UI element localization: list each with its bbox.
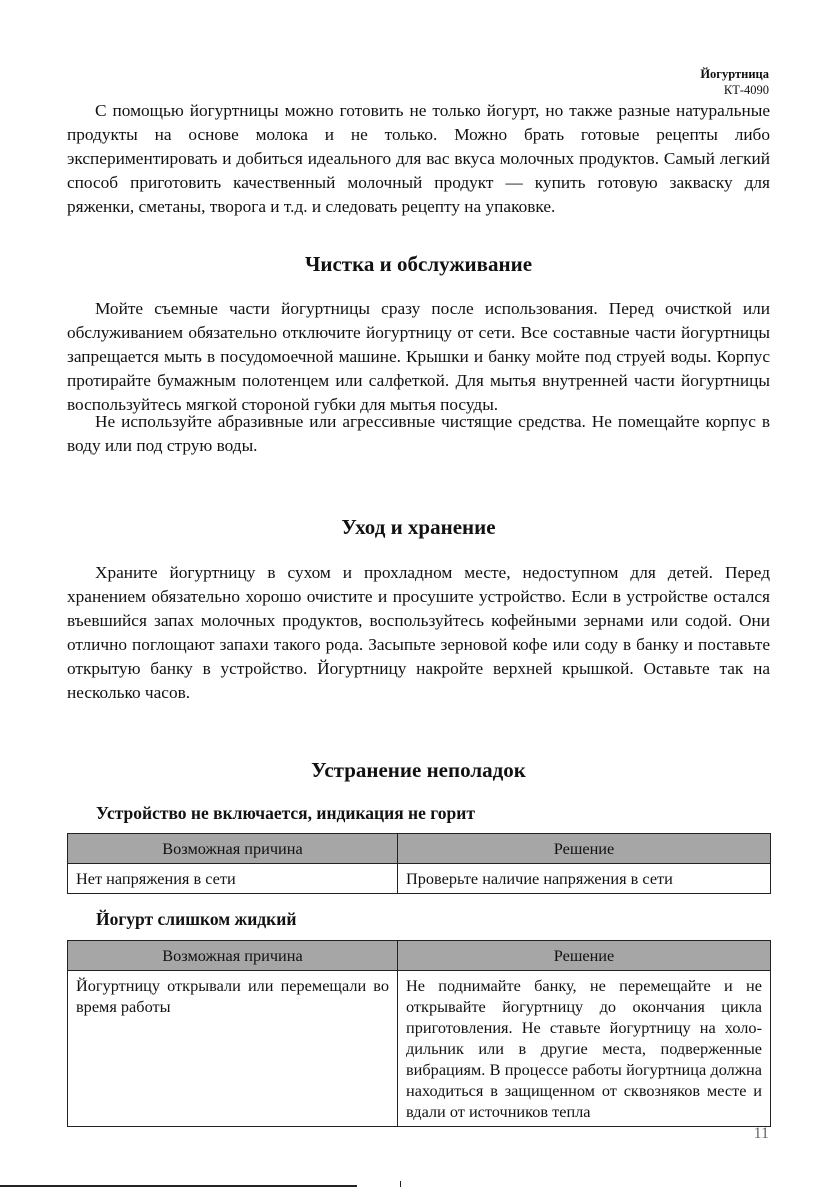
column-header-solution: Решение [398,834,771,864]
intro-paragraph: С помощью йогуртницы можно готовить не только йогурт, но также разные натуральные продукты на основе молока и не только. Можно брать готовые рецепты либо экспериментировать и добиться идеального для вас вкуса молочных продуктов. Самый легкий способ приготовить качественный молочный продукт — купить готовую закваску для ряженки, сметаны, творога и т.д. и следовать рецепту на упаковке. [67,101,770,216]
cleaning-paragraph-2: Не используйте абразивные или агрессивные чистящие средства. Не помещайте корпус в воду или под струю воды. [67,412,770,455]
cleaning-paragraph-1: Мойте съемные части йогуртницы сразу после использования. Перед очисткой или обслуживанием обязательно отключите йогуртницу от сети. Все составные части йогуртницы запрещается мыть в посудомоечной машине. Крышки и банку мойте под струей воды. Корпус протирайте бумажным полотенцем или салфеткой. Для мытья внутренней части йогуртницы воспользуйтесь мягкой стороной губки для мытья посуды. [67,299,770,414]
table-header-row [68,834,771,864]
cause-cell: Йогуртницу открывали или перемещали во время работы [68,971,398,1127]
table-row [68,971,771,1127]
section-title-storage: Уход и хранение [341,515,496,539]
troubleshooting-table-no-power [67,833,771,894]
header-model: КТ-4090 [723,83,769,97]
storage-paragraph: Храните йогуртницу в сухом и прохладном месте, недоступном для детей. Перед хранением обязательно хорошо очистите и просушите устройство. Если в устройстве остался въевшийся запах молочных продуктов, воспользуйтесь кофейными зернами или содой. Они отлично поглощают запахи такого рода. Засыпьте зерновой кофе или соду в банку и поставьте открытую банку в устройство. Йогуртницу накройте верхней крышкой. Оставьте так на несколько часов. [67,563,770,702]
column-header-cause: Возможная причина [68,941,398,971]
column-header-cause: Возможная причина [68,834,398,864]
table-header-row [68,941,771,971]
header-title: Йогуртница [700,67,769,81]
footer-rule [0,1185,357,1187]
column-header-solution: Решение [398,941,771,971]
footer-tick-mark [400,1181,401,1187]
troubleshooting-table-too-liquid [67,940,771,1127]
table-row [68,864,771,894]
page-number: 11 [753,1125,769,1142]
problem-title-too-liquid: Йогурт слишком жидкий [96,909,297,929]
cause-cell: Нет напряжения в сети [68,864,398,894]
solution-cell: Проверьте наличие напряжения в сети [398,864,771,894]
solution-cell: Не поднимайте банку, не перемещайте и не открывайте йогуртницу до окончания цикла приготовления. Не ставьте йогуртницу на холодильник или в другие места, подверженные вибрациям. В процессе работы йогуртница должна находиться в защищенном от сквозняков месте и вдали от источников тепла [398,971,771,1127]
problem-title-no-power: Устройство не включается, индикация не горит [96,803,475,823]
section-title-cleaning: Чистка и обслуживание [304,252,533,276]
running-header [700,66,769,98]
section-title-troubleshooting: Устранение неполадок [311,758,526,782]
